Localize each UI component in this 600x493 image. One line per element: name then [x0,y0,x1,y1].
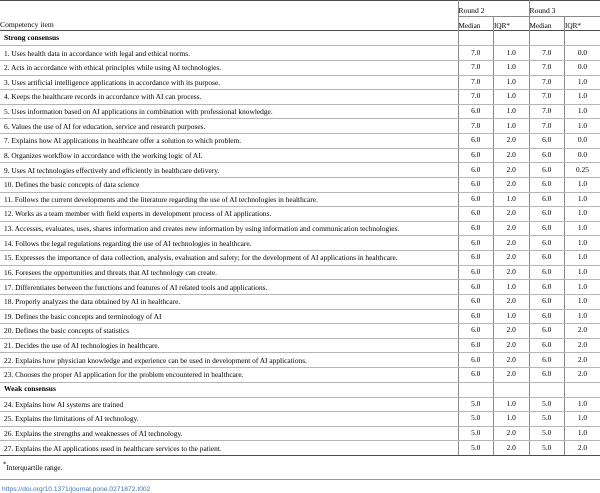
table-row [0,294,600,309]
table-row [0,324,600,339]
round2-median-cell: 6.0 [458,221,494,236]
round3-iqr-cell: 0.0 [565,60,600,75]
round3-iqr-cell: 1.0 [565,75,600,90]
round3-iqr-cell: 1.0 [565,221,600,236]
round2-iqr-cell: 1.0 [494,280,530,295]
table-footnote [0,456,600,480]
round2-iqr-cell: 2.0 [494,324,530,339]
round3-iqr-cell: 2.0 [565,368,600,383]
round2-iqr-cell: 2.0 [494,221,530,236]
round2-median-cell: 7.0 [458,119,494,134]
competency-item-cell: 24. Explains how AI systems are trained [0,397,458,412]
competency-item-cell: 7. Explains how AI applications in healthcare offer a solution to which problem. [0,134,458,149]
round2-median-cell: 6.0 [458,192,494,207]
round3-iqr-cell: 1.0 [565,426,600,441]
competency-item-cell: 12. Works as a team member with field experts in development process of AI applications. [0,207,458,222]
table-row [0,309,600,324]
column-group-header-round-2: Round 2 [458,1,529,17]
round2-median-cell: 6.0 [458,104,494,119]
round2-median-cell: 6.0 [458,280,494,295]
table-row [0,60,600,75]
round3-median-cell: 5.0 [529,426,565,441]
round2-iqr-cell: 1.0 [494,46,530,61]
round2-iqr-cell: 1.0 [494,60,530,75]
round2-median-cell: 5.0 [458,426,494,441]
round3-iqr-cell: 1.0 [565,309,600,324]
table-row [0,90,600,105]
table-row [0,192,600,207]
competency-item-cell: 6. Values the use of AI for education, service and research purposes. [0,119,458,134]
round3-median-cell: 7.0 [529,104,565,119]
round2-median-cell: 6.0 [458,163,494,178]
table-header-group-row [0,1,600,17]
competency-item-cell: 8. Organizes workflow in accordance with the working logic of AI. [0,148,458,163]
competency-item-cell: 21. Decides the use of AI technologies in healthcare. [0,338,458,353]
table-row [0,75,600,90]
round3-iqr-cell: 1.0 [565,397,600,412]
competency-item-cell: 9. Uses AI technologies effectively and efficiently in healthcare delivery. [0,163,458,178]
round3-iqr-cell: 1.0 [565,207,600,222]
round3-iqr-cell: 0.0 [565,46,600,61]
round3-median-cell: 7.0 [529,75,565,90]
section-header-spacer-cell [494,31,530,46]
round3-iqr-cell: 1.0 [565,90,600,105]
round3-iqr-cell: 0.0 [565,148,600,163]
round3-median-cell: 6.0 [529,148,565,163]
table-row [0,412,600,427]
round2-iqr-cell: 1.0 [494,90,530,105]
table-header [0,1,600,31]
competency-item-cell: 17. Differentiates between the functions and features of AI related tools and applications. [0,280,458,295]
round3-median-cell: 6.0 [529,265,565,280]
round3-median-cell: 6.0 [529,163,565,178]
round3-median-cell: 6.0 [529,368,565,383]
competency-item-cell: 4. Keeps the healthcare records in accordance with AI can process. [0,90,458,105]
round2-iqr-cell: 1.0 [494,397,530,412]
round2-median-cell: 6.0 [458,207,494,222]
column-header-round2-iqr: IQR* [494,17,530,31]
round2-iqr-cell: 2.0 [494,338,530,353]
round2-iqr-cell: 2.0 [494,265,530,280]
round3-median-cell: 6.0 [529,353,565,368]
column-header-round3-median: Median [529,17,565,31]
column-group-header-round-3: Round 3 [529,1,600,17]
round2-iqr-cell: 1.0 [494,309,530,324]
round3-median-cell: 6.0 [529,324,565,339]
round2-median-cell: 7.0 [458,90,494,105]
round2-median-cell: 6.0 [458,236,494,251]
round2-iqr-cell: 2.0 [494,251,530,266]
table-row [0,426,600,441]
table-row [0,163,600,178]
section-header-spacer-cell [458,31,494,46]
competency-item-cell: 18. Properly analyzes the data obtained by AI in healthcare. [0,294,458,309]
round2-median-cell: 6.0 [458,353,494,368]
round3-iqr-cell: 1.0 [565,294,600,309]
table-row [0,148,600,163]
competency-item-cell: 16. Foresees the opportunities and threats that AI technology can create. [0,265,458,280]
round2-median-cell: 6.0 [458,309,494,324]
round2-iqr-cell: 2.0 [494,163,530,178]
round2-median-cell: 6.0 [458,265,494,280]
table-row [0,236,600,251]
round2-iqr-cell: 2.0 [494,294,530,309]
round3-median-cell: 6.0 [529,192,565,207]
section-header-row [0,382,600,397]
table-row [0,251,600,266]
round3-iqr-cell: 1.0 [565,177,600,192]
round2-iqr-cell: 1.0 [494,119,530,134]
table-row [0,119,600,134]
round3-iqr-cell: 2.0 [565,324,600,339]
competency-item-cell: 27. Explains the AI applications used in healthcare services to the patient. [0,441,458,456]
section-header-spacer-cell [565,31,600,46]
round2-median-cell: 6.0 [458,294,494,309]
competency-item-cell: 23. Chooses the proper AI application for the problem encountered in healthcare. [0,368,458,383]
section-header-row [0,31,600,46]
round2-median-cell: 6.0 [458,324,494,339]
round3-median-cell: 6.0 [529,177,565,192]
column-header-round3-iqr: IQR* [565,17,600,31]
round2-median-cell: 6.0 [458,338,494,353]
round3-median-cell: 7.0 [529,60,565,75]
round2-iqr-cell: 1.0 [494,75,530,90]
round3-median-cell: 7.0 [529,119,565,134]
table-row [0,265,600,280]
round2-median-cell: 6.0 [458,177,494,192]
round2-median-cell: 7.0 [458,46,494,61]
round3-median-cell: 6.0 [529,309,565,324]
competency-item-cell: 14. Follows the legal regulations regarding the use of AI technologies in healthcare. [0,236,458,251]
table-row [0,280,600,295]
round3-median-cell: 6.0 [529,280,565,295]
round3-median-cell: 6.0 [529,236,565,251]
section-title: Weak consensus [0,382,458,397]
round2-median-cell: 5.0 [458,397,494,412]
round3-iqr-cell: 1.0 [565,192,600,207]
round3-iqr-cell: 1.0 [565,236,600,251]
round3-median-cell: 6.0 [529,207,565,222]
doi-link[interactable]: https://doi.org/10.1371/journal.pone.0271872.t002 [2,486,151,493]
table-row [0,104,600,119]
round3-median-cell: 5.0 [529,441,565,456]
competency-item-cell: 5. Uses information based on AI applications in combination with professional knowledge. [0,104,458,119]
round2-median-cell: 5.0 [458,441,494,456]
table-row [0,46,600,61]
competency-item-cell: 19. Defines the basic concepts and terminology of AI [0,309,458,324]
competency-item-cell: 25. Explains the limitations of AI technology. [0,412,458,427]
section-header-spacer-cell [494,382,530,397]
round3-median-cell: 5.0 [529,397,565,412]
table-row [0,397,600,412]
footnote-text: Interquartile range. [6,463,63,473]
competency-item-cell: 13. Accesses, evaluates, uses, shares information and creates new information by using information and communication technologies. [0,221,458,236]
round2-iqr-cell: 2.0 [494,177,530,192]
table-row [0,441,600,456]
round2-iqr-cell: 2.0 [494,134,530,149]
round3-iqr-cell: 1.0 [565,119,600,134]
round3-median-cell: 6.0 [529,221,565,236]
round3-median-cell: 5.0 [529,412,565,427]
round2-median-cell: 6.0 [458,251,494,266]
section-header-spacer-cell [458,382,494,397]
round3-iqr-cell: 1.0 [565,104,600,119]
table-row [0,338,600,353]
table-row [0,353,600,368]
round3-median-cell: 6.0 [529,251,565,266]
round2-iqr-cell: 1.0 [494,192,530,207]
round3-iqr-cell: 2.0 [565,338,600,353]
round2-median-cell: 5.0 [458,412,494,427]
round3-iqr-cell: 1.0 [565,280,600,295]
round3-median-cell: 7.0 [529,46,565,61]
round3-median-cell: 6.0 [529,294,565,309]
competency-item-cell: 1. Uses health data in accordance with legal and ethical norms. [0,46,458,61]
table-row [0,134,600,149]
table-body [0,31,600,456]
competency-item-cell: 15. Expresses the importance of data collection, analysis, evaluation and safety; for the development of AI applications in healthcare. [0,251,458,266]
table-row [0,207,600,222]
round2-median-cell: 7.0 [458,60,494,75]
round2-median-cell: 7.0 [458,75,494,90]
table-row [0,177,600,192]
round3-median-cell: 7.0 [529,90,565,105]
round3-iqr-cell: 0.0 [565,134,600,149]
round2-iqr-cell: 2.0 [494,441,530,456]
competency-item-cell: 26. Explains the strengths and weaknesses of AI technology. [0,426,458,441]
competency-item-cell: 2. Acts in accordance with ethical principles while using AI technologies. [0,60,458,75]
section-header-spacer-cell [565,382,600,397]
round2-median-cell: 6.0 [458,368,494,383]
column-header-competency-item: Competency item [0,20,54,30]
footnote-marker: * [3,460,7,469]
column-header-round2-median: Median [458,17,494,31]
round3-iqr-cell: 2.0 [565,441,600,456]
section-header-spacer-cell [529,382,565,397]
round3-iqr-cell: 1.0 [565,265,600,280]
round3-iqr-cell: 2.0 [565,353,600,368]
round3-median-cell: 6.0 [529,338,565,353]
competency-item-cell: 20. Defines the basic concepts of statistics [0,324,458,339]
section-title: Strong consensus [0,31,458,46]
table-row [0,221,600,236]
section-header-spacer-cell [529,31,565,46]
competency-item-cell: 3. Uses artificial intelligence applications in accordance with its purpose. [0,75,458,90]
round2-iqr-cell: 2.0 [494,148,530,163]
round2-iqr-cell: 1.0 [494,412,530,427]
round3-iqr-cell: 1.0 [565,412,600,427]
table-row [0,368,600,383]
round2-iqr-cell: 2.0 [494,353,530,368]
round3-median-cell: 6.0 [529,134,565,149]
round2-median-cell: 6.0 [458,148,494,163]
round2-median-cell: 6.0 [458,134,494,149]
round2-iqr-cell: 2.0 [494,368,530,383]
round2-iqr-cell: 2.0 [494,426,530,441]
competency-item-cell: 10. Defines the basic concepts of data science [0,177,458,192]
round2-iqr-cell: 2.0 [494,207,530,222]
competency-item-cell: 22. Explains how physician knowledge and experience can be used in development of AI applications. [0,353,458,368]
competency-item-cell: 11. Follows the current developments and the literature regarding the use of AI technologies in healthcare. [0,192,458,207]
round2-iqr-cell: 1.0 [494,104,530,119]
round3-iqr-cell: 1.0 [565,251,600,266]
round2-iqr-cell: 2.0 [494,236,530,251]
round3-iqr-cell: 0.25 [565,163,600,178]
